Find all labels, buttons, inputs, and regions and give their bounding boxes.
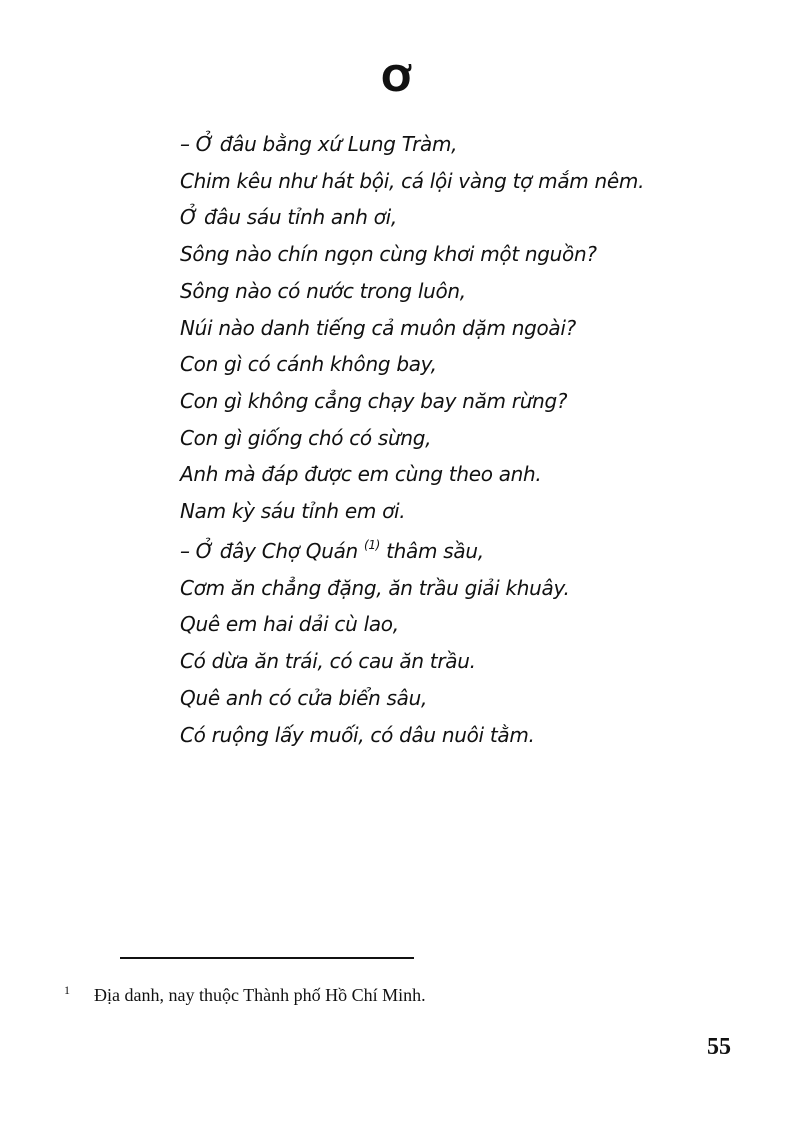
poem-line: Anh mà đáp được em cùng theo anh. [180,462,542,487]
poem-line: Quê em hai dải cù lao, [180,612,399,637]
poem-line: Nam kỳ sáu tỉnh em ơi. [180,499,406,524]
footnote-reference: (1) [363,538,381,552]
poem-line: Con gì không cẳng chạy bay năm rừng? [180,388,568,413]
footnote-divider [120,957,414,959]
poem-line: – Ở đâu bằng xứ Lung Tràm, [180,132,458,156]
poem-line: Có dừa ăn trái, có cau ăn trầu. [180,649,476,674]
poem-line-end: thâm sầu, [386,539,484,563]
footnote-text: Địa danh, nay thuộc Thành phố Hồ Chí Minh. [94,985,426,1005]
poem-line: Con gì giống chó có sừng, [180,425,432,450]
poem-line: Sông nào chín ngọn cùng khơi một nguồn? [180,242,597,267]
poem-line: Núi nào danh tiếng cả muôn dặm ngoài? [180,315,576,340]
poem-line-start: – Ở đây Chợ Quán [180,539,358,563]
poem-stanza-2 [180,533,570,753]
poem-line: Con gì có cánh không bay, [180,352,437,377]
poem-line-with-footnote [180,533,570,570]
poem-line: Quê anh có cửa biển sâu, [180,685,428,710]
footnote: 1 Địa danh, nay thuộc Thành phố Hồ Chí Minh. [64,983,426,1005]
page-number: 55 [707,1034,731,1060]
poem-line: Có ruộng lấy muối, có dâu nuôi tằm. [180,722,535,747]
poem-line: Sông nào có nước trong luôn, [180,278,466,303]
section-heading: Ơ [380,59,413,100]
poem-line: Ở đâu sáu tỉnh anh ơi, [180,205,397,230]
poem-stanza-1 [180,126,644,530]
poem-line: Chim kêu như hát bội, cá lội vàng tợ mắm nêm. [180,168,645,193]
poem-line: Cơm ăn chẳng đặng, ăn trầu giải khuây. [180,575,570,600]
